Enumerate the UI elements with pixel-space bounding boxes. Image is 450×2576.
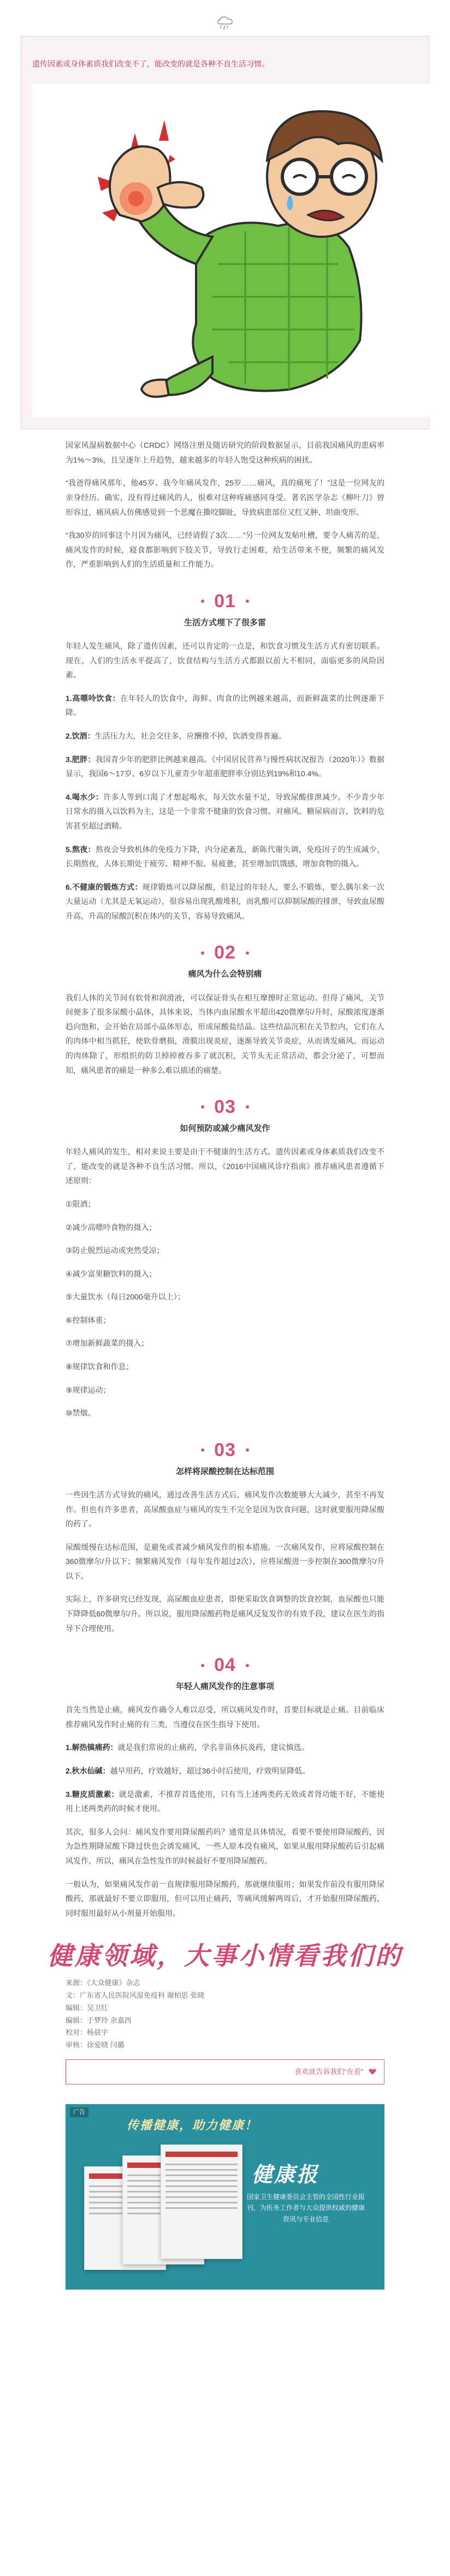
- tip-title: 5.熬夜：: [66, 844, 96, 854]
- section-02-header: [0, 942, 450, 981]
- tip-item: [66, 880, 384, 924]
- section-dot-icon: [201, 600, 204, 603]
- section-dot-icon: [201, 951, 204, 955]
- section-dot-icon: [201, 1448, 204, 1452]
- principle-item: ②减少高嘌呤食物的摄入；: [66, 1223, 157, 1232]
- lead-box: [21, 36, 429, 429]
- ad-logo: 健康报: [251, 2161, 319, 2186]
- section-paragraph: 年轻人发生痛风，除了遗传因素，还可以肯定的一点是，和饮食习惯及生活方式有密切联系。现在，人们的生活水平提高了，饮食结构与生活方式都跟以前大不相同，面临更多的风险因素。: [66, 641, 384, 680]
- credit-line: 编辑：于梦玲 余嘉西: [66, 2016, 132, 2024]
- credit-line: 编辑：吴卫红: [66, 2003, 109, 2012]
- section-paragraph: 尿酸缓慢在达标范围，是避免或者减少痛风发作的根本措施。一次痛风发作，应将尿酸控制在360微摩尔/升以下；频繁痛风发作（每年发作超过2次），应将尿酸进一步控制在300微摩尔/升以下。: [66, 1542, 384, 1580]
- section-dot-icon: [246, 1105, 249, 1109]
- tip-item: [66, 1764, 384, 1778]
- tip-text: 许多人等到口渴了才想起喝水，每天饮水量不足，导致尿酸排泄减少。不少青少年日常水的摄入以饮料为主，这是一个非常不健康的饮食习惯。对痛风、糖尿病而言，饮料的危害甚至超过酒精。: [66, 792, 384, 830]
- section-number: 02: [214, 942, 236, 963]
- section-03b-header: [0, 1439, 450, 1479]
- heart-icon[interactable]: [369, 2068, 376, 2075]
- principle-item: ⑤大量饮水（每日2000毫升以上）；: [66, 1292, 185, 1302]
- ad-tag: 广告: [70, 2107, 88, 2117]
- tip-text: 熬夜会导致机体的免疫力下降，内分泌紊乱，新陈代谢失调，免疫因子的生成减少，长期熬夜，人体长期处于疲劳、精神不振、易疲惫，甚至增加饥饿感，增加食物的摄入。: [66, 844, 385, 868]
- tip-text: 就是激素，不推荐首选使用，只有当上述两类药无效或者肾功能不好，不能使用上述两类药的时候才使用。: [66, 1789, 384, 1813]
- section-title: 痛风为什么会特别痛: [188, 969, 262, 979]
- credits: [0, 1975, 450, 2052]
- tip-item: [66, 691, 384, 720]
- section-number: 01: [214, 590, 236, 612]
- tip-text: 生活压力大，社会交往多，应酬推不掉，饮酒变得普遍。: [94, 731, 286, 740]
- section-03-header: [0, 1096, 450, 1136]
- ad-slogan: 传播健康，助力健康！: [127, 2118, 258, 2132]
- section-number: 03: [214, 1097, 236, 1118]
- intro-section: [0, 438, 450, 572]
- principle-item: ⑧规律饮食和作息；: [66, 1362, 134, 1371]
- tip-text: 就是我们常说的止痛药，学名非甾体抗炎药，建议慎选。: [117, 1743, 309, 1752]
- credit-line: 校对：杨晨宇: [66, 2028, 109, 2037]
- section-dot-icon: [246, 951, 249, 955]
- principle-item: ⑩禁烟。: [66, 1409, 96, 1418]
- section-paragraph: 一般认为，如果痛风发作前一直规律服用降尿酸药，那就继续服用；如果发作前没有服用降尿酸药，那就最好不要立即服用，但可以用止痛药，等痛风缓解两周后，才开始服用降尿酸药，同时服用最好从小剂量开始服用。: [66, 1879, 384, 1918]
- section-title: 生活方式埋下了很多雷: [183, 618, 266, 627]
- intro-paragraph-2: “我爸得痛风那年，他45岁。我今年痛风发作，25岁……痛风，真的痛死了！”这是一位网友的亲身经历。确实，没有得过痛风的人，很难对这种疼痛感同身受。著名医学杂志《柳叶刀》曾形容过，痛风病人仿佛感觉到一个恶魔在撕咬脚趾，导致病患部位又红又肿、坦曲变形。: [66, 478, 384, 517]
- advertisement-banner[interactable]: [66, 2104, 384, 2290]
- intro-paragraph-3: “我30岁的同事这个月因为痛风，已经请假了3次……”另一位网友发帖吐槽，要令人痛苦的是，痛风发作的时候，寝食都影响到下肢关节，导致行走困难，给生活带来不便，频繁的痛风发作，严重影响到人们的生活质量和工作能力。: [66, 531, 384, 569]
- section-04-body: [0, 1703, 450, 1920]
- gout-illustration: [32, 84, 441, 417]
- tip-title: 2.秋水仙碱：: [66, 1766, 110, 1776]
- tip-text: 越早用药，疗效越好，超过36小时后使用，疗效明显降低。: [110, 1766, 310, 1776]
- section-02-body: [0, 991, 450, 1078]
- credit-line: 文：广东省人民医院风湿免疫科 谢柏思 张晓: [66, 1991, 205, 2000]
- section-dot-icon: [246, 1664, 249, 1667]
- header-decoration: [0, 0, 450, 33]
- newspaper-image: [79, 2144, 242, 2275]
- section-title: 年轻人痛风发作的注意事项: [175, 1682, 274, 1692]
- section-01-header: [0, 590, 450, 630]
- section-03-body: [0, 1145, 450, 1421]
- tip-title: 3.糖皮质激素：: [66, 1789, 119, 1799]
- intro-paragraph-1: 国家风湿病数据中心（CRDC）网络注册及随访研究的阶段数据显示，目前我国痛风的患病率为1%～3%，且呈逐年上升趋势，越来越多的年轻人饱受这种疾病的困扰。: [66, 441, 384, 464]
- tip-title: 3.肥胖：: [66, 754, 96, 764]
- section-03b-body: [0, 1488, 450, 1636]
- tip-title: 4.喝水少：: [66, 792, 104, 801]
- section-paragraph: 年轻人痛风的发生，相对来说主要是由于不健康的生活方式。遗传因素或身体素质我们改变不了，能改变的就是各种不良生活习惯。所以，《2016中国痛风诊疗指南》推荐痛风患者遵循下述原则：: [66, 1147, 384, 1185]
- principle-item: ①限酒；: [66, 1199, 96, 1208]
- section-paragraph: 实际上，许多研究已经发现，高尿酸血症患者，即便采取饮食调整的饮食控制，血尿酸也只能下降降低60微摩尔/升。所以说，服用降尿酸药物是痛风反复发作的有效手段，建议在医生的指导下合理使用。: [66, 1595, 384, 1633]
- credit-line: 审核：徐爱晓 闫璐: [66, 2041, 125, 2050]
- tip-title: 1.解热镇痛药：: [66, 1743, 118, 1752]
- section-number: 04: [214, 1655, 236, 1676]
- section-paragraph: 我们人体的关节间有软骨和润滑液，可以保证骨头在相互摩擦时正常运动。但得了痛风，关节间便多了很多尿酸小晶体，具体来说，当体内血尿酸水平超出420微摩尔/升时，尿酸浓度逐渐趋向饱和，会开始在局部小晶体形态，形成尿酸盐结晶。这些结晶沉积在关节腔内，它们在人的肉体中相当抓狂，使软骨磨损，滑膜出现炎症，逐渐导致关节炎症，从而诱发痛风。而运动的肉体除了，形组织的防卫掉掉被吞多了就沉积，关节头无正常活动，都会分泌了，可想而知，痛风患者的痛是一种多么难以描述的痛楚。: [66, 993, 384, 1075]
- tip-title: 6.不健康的锻炼方式：: [66, 882, 143, 891]
- tip-item: [66, 1787, 384, 1816]
- slogan-banner: [48, 1937, 402, 1975]
- tip-title: 1.高嘌呤饮食：: [66, 693, 121, 703]
- like-prompt-bar[interactable]: [66, 2059, 384, 2084]
- tip-item: [66, 790, 384, 834]
- section-paragraph: 一些因生活方式导致的痛风，通过改善生活方式后，痛风发作次数能够大大减少，甚至不再发作。但也有许多患者，高尿酸血症与痛风的发生不完全是因为饮食问题，这时就要服用降尿酸的药了。: [66, 1490, 384, 1529]
- tip-text: 我国青少年的肥胖比例越来越高。《中国居民营养与慢性病状况报告（2020年）》数据显示，我国6～17岁、6岁以下儿童青少年超重肥胖率分别达到19%和10.4%。: [66, 754, 384, 778]
- section-dot-icon: [201, 1664, 204, 1667]
- principle-item: ⑥控制体重；: [66, 1315, 111, 1325]
- principle-item: ④减少富果糖饮料的摄入；: [66, 1269, 157, 1278]
- section-title: 如何预防或减少痛风发作: [180, 1123, 270, 1133]
- principle-item: ⑨规律运动；: [66, 1385, 111, 1394]
- like-prompt-text: 喜欢就告诉我们“在看”: [294, 2067, 363, 2076]
- section-dot-icon: [246, 1448, 249, 1452]
- credit-line: 来源：《大众健康》杂志: [66, 1979, 140, 1987]
- banner-text: 健康领域，大事小情看我们的: [48, 1941, 402, 1971]
- tip-item: [66, 752, 384, 781]
- tip-item: [66, 729, 384, 744]
- section-title: 怎样将尿酸控制在达标范围: [175, 1466, 274, 1476]
- tip-item: [66, 842, 384, 871]
- section-04-header: [0, 1654, 450, 1694]
- section-dot-icon: [201, 1105, 204, 1109]
- section-01-body: [0, 639, 450, 924]
- section-number: 03: [214, 1439, 236, 1460]
- section-paragraph: 首先当然是止痛，痛风发作确令人难以忍受，所以痛风发作时，首要目标就是止痛。目前临床推荐痛风发作时止痛的有三类，当遵仪在医生指导下使用。: [66, 1705, 384, 1729]
- tip-text: 在年轻人的饮食中，海鲜、肉食的比例越来越高，而新鲜蔬菜的比例逐渐下降。: [66, 693, 384, 717]
- section-paragraph: 其次，很多人会问：痛风发作要用降尿酸药吗？通常是具体情况，看要不要使用降尿酸药，因为急性期降尿酸下降过快也会诱发痛风，一些人原本没有痛风，如果从服用降尿酸药后引起痛风发作，所以，痛风在急性发作的时候最好不要用降尿酸药。: [66, 1827, 384, 1866]
- section-dot-icon: [246, 600, 249, 603]
- cloud-icon: [216, 15, 234, 33]
- lead-text: 遗传因素或身体素质我们改变不了，能改变的就是各种不良生活习惯。: [32, 59, 269, 68]
- tip-text: 规律锻炼可以降尿酸，但是过的年轻人，要么不锻炼，要么偶尔来一次大量运动（尤其是无氧运动），很容易出现乳酸堆积，而乳酸可以抑制尿酸的排泄，导致血尿酸升高，升高的尿酸沉积在体内的关节，容易导致痛风。: [66, 882, 384, 920]
- principle-item: ⑦增加新鲜蔬菜的摄入；: [66, 1339, 149, 1348]
- tip-title: 2.饮酒：: [66, 731, 95, 740]
- principle-item: ③防止脱烈运动或突然受凉；: [66, 1246, 164, 1255]
- tip-item: [66, 1740, 384, 1755]
- ad-description: 国家卫生健康委员会主管的全国性行业报刊，为医务工作者与大众提供权威的健康资讯与专业信息: [246, 2192, 365, 2223]
